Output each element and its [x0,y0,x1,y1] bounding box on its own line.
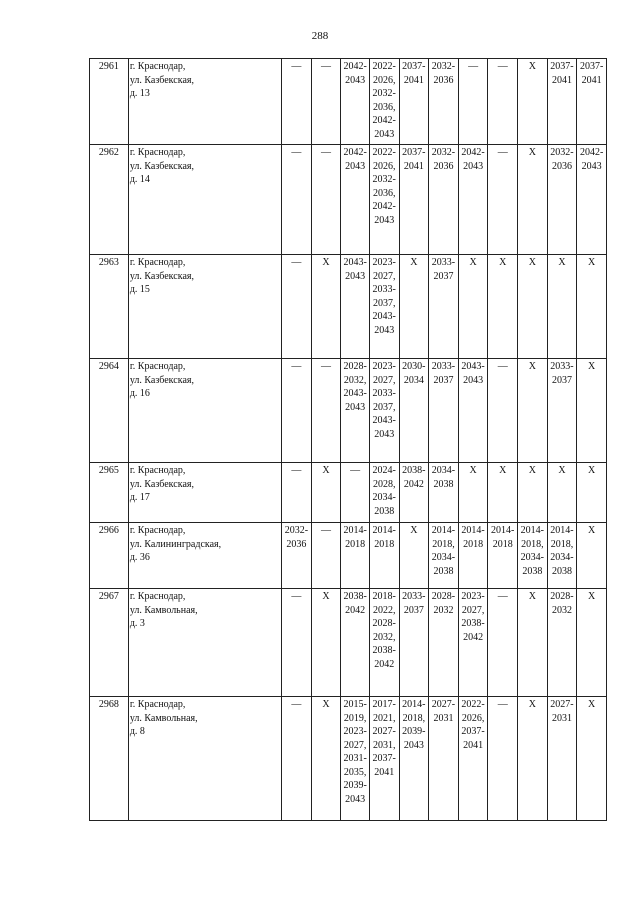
period-cell: 2034- 2038 [429,463,459,523]
period-cell: X [311,255,341,359]
period-cell: X [547,463,577,523]
row-number: 2963 [90,255,129,359]
period-cell: X [577,697,607,821]
address-cell: г. Краснодар, ул. Казбекская, д. 16 [128,359,281,463]
period-cell: — [311,359,341,463]
period-cell: X [518,697,548,821]
period-cell: 2033- 2037 [399,589,429,697]
period-cell: — [282,589,312,697]
page-number: 288 [311,30,329,42]
period-cell: 2042- 2043 [341,59,370,145]
period-cell: 2037- 2041 [399,59,429,145]
registry-table [89,58,607,821]
period-cell: — [458,59,488,145]
period-cell: 2042- 2043 [577,145,607,255]
row-number: 2964 [90,359,129,463]
row-number: 2967 [90,589,129,697]
period-cell: — [282,463,312,523]
period-cell: — [341,463,370,523]
period-cell: — [282,697,312,821]
period-cell: 2027- 2031 [547,697,577,821]
period-cell: 2022- 2026, 2032- 2036, 2042- 2043 [369,59,399,145]
period-cell: 2018- 2022, 2028- 2032, 2038- 2042 [369,589,399,697]
period-cell: — [488,359,518,463]
table-row [90,145,607,255]
period-cell: 2037- 2041 [577,59,607,145]
period-cell: 2032- 2036 [429,59,459,145]
period-cell: 2028- 2032, 2043- 2043 [341,359,370,463]
period-cell: 2022- 2026, 2037- 2041 [458,697,488,821]
table-row [90,697,607,821]
period-cell: 2037- 2041 [399,145,429,255]
period-cell: X [311,697,341,821]
period-cell: 2032- 2036 [282,523,312,589]
period-cell: X [577,255,607,359]
period-cell: — [282,359,312,463]
row-number: 2961 [90,59,129,145]
period-cell: 2014- 2018 [341,523,370,589]
period-cell: X [547,255,577,359]
period-cell: 2023- 2027, 2033- 2037, 2043- 2043 [369,359,399,463]
row-number: 2966 [90,523,129,589]
period-cell: — [311,523,341,589]
period-cell: X [577,523,607,589]
period-cell: 2023- 2027, 2033- 2037, 2043- 2043 [369,255,399,359]
table-body [90,59,607,821]
period-cell: 2043- 2043 [341,255,370,359]
period-cell: 2014- 2018 [369,523,399,589]
address-cell: г. Краснодар, ул. Камвольная, д. 3 [128,589,281,697]
period-cell: X [399,523,429,589]
table-row [90,59,607,145]
period-cell: 2023- 2027, 2038- 2042 [458,589,488,697]
address-cell: г. Краснодар, ул. Камвольная, д. 8 [128,697,281,821]
period-cell: 2037- 2041 [547,59,577,145]
row-number: 2965 [90,463,129,523]
period-cell: 2030- 2034 [399,359,429,463]
table-row [90,463,607,523]
period-cell: — [282,59,312,145]
period-cell: 2014- 2018 [488,523,518,589]
period-cell: X [518,589,548,697]
period-cell: X [577,463,607,523]
address-cell: г. Краснодар, ул. Казбекская, д. 17 [128,463,281,523]
period-cell: X [577,589,607,697]
period-cell: X [458,255,488,359]
period-cell: — [488,697,518,821]
period-cell: — [488,59,518,145]
period-cell: 2014- 2018, 2034- 2038 [429,523,459,589]
row-number: 2968 [90,697,129,821]
period-cell: X [399,255,429,359]
period-cell: 2027- 2031 [429,697,459,821]
period-cell: 2032- 2036 [429,145,459,255]
table-row [90,255,607,359]
period-cell: X [518,59,548,145]
period-cell: 2028- 2032 [429,589,459,697]
address-cell: г. Краснодар, ул. Калининградская, д. 36 [128,523,281,589]
period-cell: X [488,463,518,523]
period-cell: X [518,359,548,463]
period-cell: 2038- 2042 [399,463,429,523]
period-cell: 2014- 2018, 2039- 2043 [399,697,429,821]
period-cell: X [311,589,341,697]
period-cell: 2024- 2028, 2034- 2038 [369,463,399,523]
period-cell: 2014- 2018 [458,523,488,589]
period-cell: X [518,255,548,359]
period-cell: 2043- 2043 [458,359,488,463]
period-cell: X [488,255,518,359]
period-cell: 2017- 2021, 2027- 2031, 2037- 2041 [369,697,399,821]
period-cell: X [577,359,607,463]
period-cell: 2032- 2036 [547,145,577,255]
period-cell: X [518,463,548,523]
row-number: 2962 [90,145,129,255]
period-cell: 2033- 2037 [429,359,459,463]
period-cell: 2042- 2043 [458,145,488,255]
period-cell: — [282,145,312,255]
period-cell: 2038- 2042 [341,589,370,697]
period-cell: 2033- 2037 [547,359,577,463]
period-cell: 2042- 2043 [341,145,370,255]
period-cell: 2033- 2037 [429,255,459,359]
period-cell: — [282,255,312,359]
period-cell: — [311,59,341,145]
period-cell: 2014- 2018, 2034- 2038 [518,523,548,589]
period-cell: X [311,463,341,523]
period-cell: X [518,145,548,255]
period-cell: X [458,463,488,523]
period-cell: — [311,145,341,255]
period-cell: 2014- 2018, 2034- 2038 [547,523,577,589]
table-row [90,523,607,589]
table-row [90,359,607,463]
period-cell: — [488,145,518,255]
period-cell: 2022- 2026, 2032- 2036, 2042- 2043 [369,145,399,255]
period-cell: 2015- 2019, 2023- 2027, 2031- 2035, 2039- 2043 [341,697,370,821]
address-cell: г. Краснодар, ул. Казбекская, д. 13 [128,59,281,145]
period-cell: — [488,589,518,697]
period-cell: 2028- 2032 [547,589,577,697]
address-cell: г. Краснодар, ул. Казбекская, д. 15 [128,255,281,359]
table-row [90,589,607,697]
address-cell: г. Краснодар, ул. Казбекская, д. 14 [128,145,281,255]
